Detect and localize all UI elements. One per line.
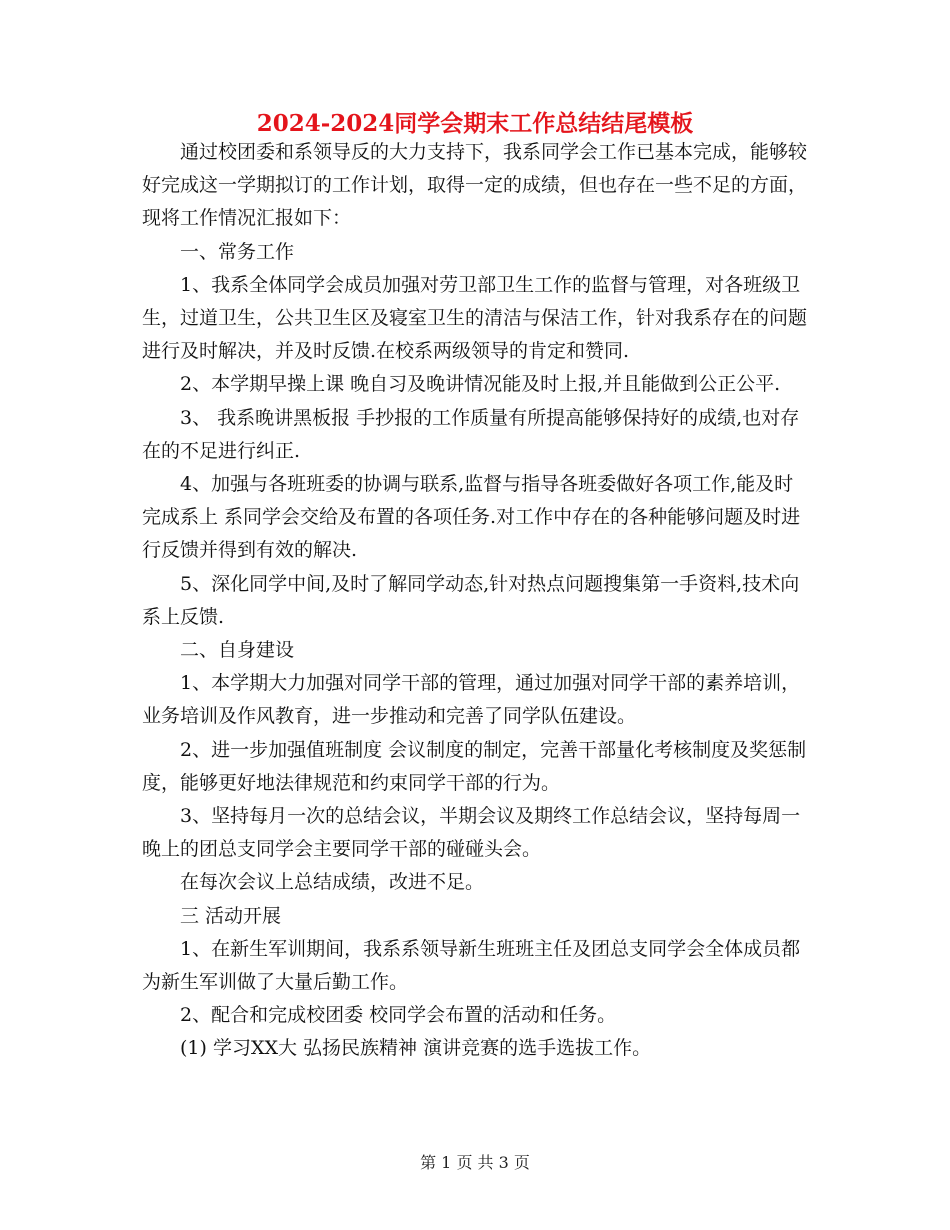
paragraph: 2、配合和完成校团委 校同学会布置的活动和任务。 — [180, 1004, 617, 1027]
paragraph: 3、 我系晚讲黑板报 手抄报的工作质量有所提高能够保持好的成绩,也对存在的不足进行纠正. — [142, 406, 800, 462]
paragraph: 5、深化同学中间,及时了解同学动态,针对热点问题搜集第一手资料,技术向系上反馈. — [142, 572, 800, 628]
paragraph: 2、进一步加强值班制度 会议制度的制定，完善干部量化考核制度及奖惩制度，能够更好地法律规范和约束同学干部的行为。 — [142, 738, 807, 794]
paragraph: (1) 学习XX大 弘扬民族精神 演讲竞赛的选手选拔工作。 — [180, 1037, 652, 1060]
page-footer: 第 1 页 共 3 页 — [420, 1153, 530, 1172]
section-heading-routine: 一、常务工作 — [180, 240, 295, 263]
paragraph: 1、本学期大力加强对同学干部的管理，通过加强对同学干部的素养培训，业务培训及作风教育，进一步推动和完善了同学队伍建设。 — [142, 672, 801, 728]
paragraph: 3、坚持每月一次的总结会议，半期会议及期终工作总结会议，坚持每周一晚上的团总支同学会主要同学干部的碰碰头会。 — [142, 805, 801, 861]
paragraph: 2、本学期早操上课 晚自习及晚讲情况能及时上报,并且能做到公正公平. — [180, 373, 781, 396]
section-heading-self-building: 二、自身建设 — [180, 639, 295, 662]
section-heading-activities: 三 活动开展 — [180, 904, 282, 927]
paragraph: 在每次会议上总结成绩，改进不足。 — [180, 871, 485, 894]
paragraph: 4、加强与各班班委的协调与联系,监督与指导各班委做好各项工作,能及时完成系上 系同学会交给及布置的各项任务.对工作中存在的各种能够问题及时进行反馈并得到有效的解决. — [142, 473, 801, 562]
document-title: 2024-2024同学会期末工作总结结尾模板 — [256, 110, 694, 137]
document-body — [142, 136, 810, 1066]
paragraph-intro: 通过校团委和系领导反的大力支持下，我系同学会工作已基本完成，能够较好完成这一学期拟订的工作计划，取得一定的成绩，但也存在一些不足的方面，现将工作情况汇报如下： — [142, 141, 808, 230]
paragraph: 1、在新生军训期间，我系系领导新生班班主任及团总支同学会全体成员都为新生军训做了大量后勤工作。 — [142, 937, 801, 994]
paragraph: 1、我系全体同学会成员加强对劳卫部卫生工作的监督与管理，对各班级卫生，过道卫生，公共卫生区及寝室卫生的清洁与保洁工作，针对我系存在的问题进行及时解决，并及时反馈.在校系两级领导的肯定和赞同. — [142, 273, 808, 363]
